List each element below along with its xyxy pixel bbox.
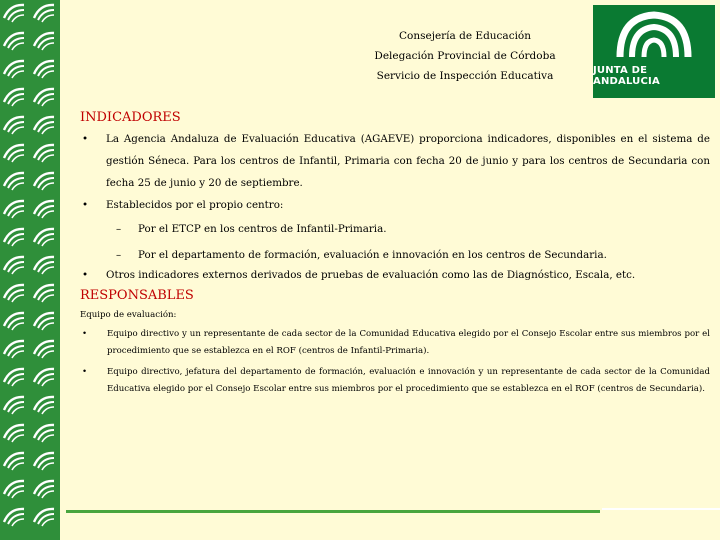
list-item-text: Equipo directivo, jefatura del departamento de formación, evaluación e innovación y un representante de cada sector de la Comunidad Educativa elegido por el Consejo Escolar entre sus miembros por el procedimiento que se establezca en el ROF (centros de Secundaria). bbox=[107, 367, 710, 394]
footer-rule bbox=[66, 510, 600, 513]
list-item-text: La Agencia Andaluza de Evaluación Educativa (AGAEVE) proporciona indicadores, disponibles en el sistema de gestión Séneca. Para los centros de Infantil, Primaria con fecha 20 de junio y para los centros de Secundaria con fecha 25 de junio y 20 de septiembre. bbox=[106, 133, 710, 189]
section-title-indicadores: INDICADORES bbox=[80, 110, 181, 125]
bullet-icon: • bbox=[82, 269, 89, 281]
list-item-text: Establecidos por el propio centro: bbox=[106, 199, 284, 211]
header-line-3: Servicio de Inspección Educativa bbox=[376, 70, 554, 82]
list-item bbox=[80, 266, 710, 284]
footer-rule-right bbox=[602, 508, 720, 510]
header-line-1: Consejería de Educación bbox=[398, 30, 532, 42]
dash-icon: – bbox=[116, 249, 122, 261]
team-label: Equipo de evaluación: bbox=[80, 310, 177, 320]
bullet-icon: • bbox=[82, 199, 89, 211]
list-item bbox=[80, 326, 710, 360]
sub-list-item-text: Por el departamento de formación, evaluación e innovación en los centros de Secundaria. bbox=[138, 249, 607, 261]
sub-list-item bbox=[80, 218, 710, 240]
list-item bbox=[80, 128, 710, 194]
bullet-icon: • bbox=[82, 367, 88, 377]
list-item-text: Equipo directivo y un representante de cada sector de la Comunidad Educativa elegido por el Consejo Escolar entre sus miembros por el procedimiento que se establezca en el ROF (centros de Infantil-Primaria). bbox=[107, 329, 710, 356]
section-title-responsables: RESPONSABLES bbox=[80, 288, 194, 303]
sub-list-item bbox=[80, 244, 710, 266]
bullet-icon: • bbox=[82, 133, 89, 145]
dash-icon: – bbox=[116, 223, 122, 235]
arch-pattern-icon bbox=[0, 0, 60, 540]
junta-de-andalucia-logo bbox=[593, 5, 715, 98]
list-item-text: Otros indicadores externos derivados de pruebas de evaluación como las de Diagnóstico, Escala, etc. bbox=[106, 269, 636, 281]
decorative-pattern-strip bbox=[0, 0, 60, 540]
junta-de-andalucia-arch-icon bbox=[614, 9, 694, 61]
main-content bbox=[80, 108, 710, 398]
bullet-icon: • bbox=[82, 329, 88, 339]
logo-text: JUNTA DE ANDALUCIA bbox=[593, 65, 660, 87]
sub-list-item-text: Por el ETCP en los centros de Infantil-Primaria. bbox=[138, 223, 387, 235]
page-header bbox=[330, 26, 600, 86]
header-line-2: Delegación Provincial de Córdoba bbox=[374, 50, 556, 62]
list-item bbox=[80, 194, 710, 216]
list-item bbox=[80, 364, 710, 398]
